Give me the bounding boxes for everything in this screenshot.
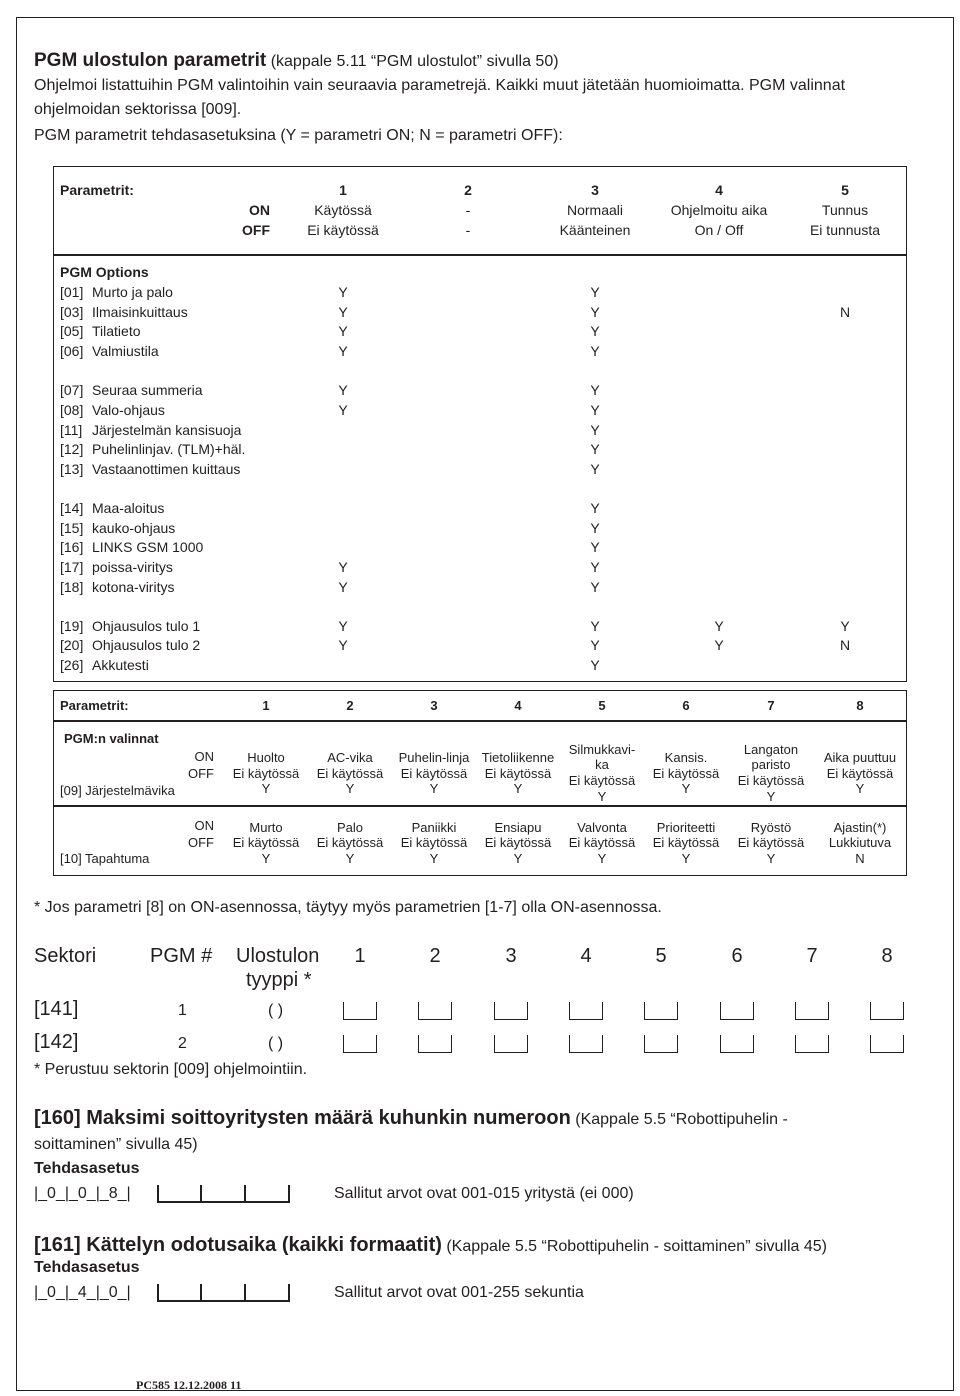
row009-option-off: Ei käytössä [737,773,805,788]
row-code: [18] [60,579,84,595]
row009-option-default: Y [855,781,865,796]
row009-option-off: Ei käytössä [652,766,720,781]
sector-bit-4-header: 4 [580,945,592,967]
row009-option-off: Ei käytössä [826,766,894,781]
intro-line3: ohjelmoidan sektorissa [009]. [34,101,242,118]
row-col1-value: Y [338,382,348,398]
row009-option-on: Aika puuttuu [823,750,897,765]
row009-option-default: Y [345,781,355,796]
row010-option-default: Y [681,851,691,866]
col-5-number: 5 [841,182,849,198]
row009-option-on: Tietoliikenne [481,750,555,765]
row009-option-off: Ei käytössä [484,766,552,781]
row-col1-value: Y [338,579,348,595]
sector-bit-6-header: 6 [731,945,743,967]
row-code: [08] [60,402,84,418]
sector-bit-entry-box[interactable] [494,1002,528,1020]
row-col3-value: Y [590,441,600,457]
sector-bit-entry-box[interactable] [418,1035,452,1053]
row010-option-on: Ryöstö [750,820,792,835]
sector-header-type1: Ulostulon [236,945,320,967]
row-code: [26] [60,657,84,673]
row-name: Puhelinlinjav. (TLM)+häl. [92,441,246,457]
row010-option-default: Y [429,851,439,866]
row009-option-on: Kansis. [664,750,708,765]
sector-pgm-number: 1 [178,1002,187,1019]
sector-output-type: ( ) [268,1002,284,1019]
row009-option-on-line1: Langaton [743,742,799,757]
row-name: Ilmaisinkuittaus [92,304,188,320]
page-title-ref: (kappale 5.11 “PGM ulostulot” sivulla 50) [270,53,559,70]
row010-option-on: Ensiapu [494,820,542,835]
table2-divider-2 [53,805,907,807]
table2-param-label: Parametrit: [60,698,129,713]
row010-option-default: Y [345,851,355,866]
s161-heading [34,1234,827,1257]
row-name: kotona-viritys [92,579,175,595]
row009-option-default: Y [597,789,607,804]
s160-default-label: Tehdasasetus [34,1160,140,1177]
row010-option-off: Lukkiutuva [828,835,892,850]
row-col1-value: Y [338,618,348,634]
row-col3-value: Y [590,618,600,634]
row-name: Valmiustila [92,343,159,359]
row-name: Ohjausulos tulo 1 [92,618,201,634]
sector-bit-entry-box[interactable] [569,1035,603,1053]
row-code: [15] [60,520,84,536]
pgm-options-title: PGM Options [60,264,149,280]
row009-option-off: Ei käytössä [232,766,300,781]
row-col3-value: Y [590,520,600,536]
row010-option-default: Y [597,851,607,866]
row009-option-on-line1: Silmukkavi- [568,742,636,757]
row-code: [01] [60,284,84,300]
row009-option-on-line2: ka [595,757,609,772]
s161-default-value: |_0_|_4_|_0_| [34,1284,131,1301]
row-col3-value: Y [590,284,600,300]
s160-default-value: |_0_|_0_|_8_| [34,1185,131,1202]
row-col3-value: Y [590,304,600,320]
intro-line2: Ohjelmoi listattuihin PGM valintoihin vain seuraavia parametrejä. Kaikki muut jätetään huomioimatta. PGM valinnat [34,77,846,94]
row-name: Akkutesti [92,657,149,673]
row010-label: [10] Tapahtuma [60,851,150,866]
s161-default-label: Tehdasasetus [34,1259,140,1276]
col-3-on-text: Normaali [566,202,624,218]
table2-col-5-number: 5 [598,698,606,713]
col-1-on-text: Käytössä [314,202,372,218]
row-code: [19] [60,618,84,634]
row-col1-value: Y [338,559,348,575]
table2-col-6-number: 6 [682,698,690,713]
table2-divider [53,720,907,722]
row-col4-value: Y [714,618,724,634]
row-col1-value: Y [338,402,348,418]
table1-off-label: OFF [242,222,270,238]
s161-title: [161] Kättelyn odotusaika (kaikki formaatit) [34,1234,442,1256]
row-col5-value: Y [840,618,850,634]
col-1-off-text: Ei käytössä [307,222,379,238]
row-col3-value: Y [590,382,600,398]
row-code: [13] [60,461,84,477]
table2-col-2-number: 2 [346,698,354,713]
row-col3-value: Y [590,637,600,653]
s160-heading [34,1107,788,1130]
sector-bit-entry-box[interactable] [870,1002,904,1020]
row-name: Valo-ohjaus [92,402,165,418]
row-col5-value: N [839,304,851,320]
row009-off-label: OFF [188,766,214,781]
row-name: LINKS GSM 1000 [92,539,204,555]
table-divider [53,254,907,256]
row-code: [07] [60,382,84,398]
col-4-on-text: Ohjelmoitu aika [670,202,768,218]
sector-bit-entry-box[interactable] [720,1035,754,1053]
row009-option-on: AC-vika [327,750,373,765]
row010-option-default: Y [261,851,271,866]
col-2-off-text: - [465,222,471,238]
sector-bit-entry-box[interactable] [644,1035,678,1053]
sector-bit-entry-box[interactable] [795,1035,829,1053]
sector-bit-8-header: 8 [881,945,893,967]
row-code: [12] [60,441,84,457]
pgm-valinnat-label: PGM:n valinnat [64,731,159,746]
table2-col-3-number: 3 [430,698,438,713]
row009-option-off: Ei käytössä [316,766,384,781]
row010-option-off: Ei käytössä [652,835,720,850]
sector-bit-entry-box[interactable] [644,1002,678,1020]
table2-col-4-number: 4 [514,698,522,713]
row009-option-off: Ei käytössä [400,766,468,781]
row-code: [03] [60,304,84,320]
row009-option-default: Y [513,781,523,796]
col-4-off-text: On / Off [694,222,744,238]
row-col3-value: Y [590,579,600,595]
row010-option-on: Ajastin(*) [833,820,887,835]
sector-number: [141] [34,998,79,1020]
row-col1-value: Y [338,284,348,300]
s160-title: [160] Maksimi soittoyritysten määrä kuhunkin numeroon [34,1107,571,1129]
row-code: [20] [60,637,84,653]
row009-option-on-line2: paristo [751,757,791,772]
col-5-off-text: Ei tunnusta [809,222,881,238]
row009-option-default: Y [429,781,439,796]
row-name: Järjestelmän kansisuoja [92,422,242,438]
row-code: [17] [60,559,84,575]
sector-header-pgm: PGM # [150,945,213,967]
row-col1-value: Y [338,343,348,359]
row010-option-off: Ei käytössä [484,835,552,850]
row-col3-value: Y [590,559,600,575]
col-1-number: 1 [339,182,347,198]
sector-header-type2: tyyppi * [246,969,312,991]
sector-bit-2-header: 2 [429,945,441,967]
table2-col-1-number: 1 [262,698,270,713]
row-col3-value: Y [590,323,600,339]
row010-option-on: Palo [336,820,364,835]
row009-option-on: Huolto [247,750,285,765]
sector-bit-entry-box[interactable] [795,1002,829,1020]
row-code: [05] [60,323,84,339]
table2-col-7-number: 7 [767,698,775,713]
col-4-number: 4 [715,182,723,198]
s161-entry-boxes[interactable] [157,1284,290,1302]
row010-on-label: ON [194,818,214,833]
row-col4-value: Y [714,637,724,653]
row-col3-value: Y [590,461,600,477]
row009-on-label: ON [194,749,214,764]
s160-ref: (Kappale 5.5 “Robottipuhelin - [575,1111,788,1128]
page-footer: PC585 12.12.2008 11 [136,1378,242,1392]
row010-option-off: Ei käytössä [316,835,384,850]
row-col3-value: Y [590,539,600,555]
row009-option-default: Y [766,789,776,804]
col-2-on-text: - [465,202,471,218]
sector-bit-entry-box[interactable] [720,1002,754,1020]
row-col3-value: Y [590,500,600,516]
row-code: [14] [60,500,84,516]
sector-pgm-number: 2 [178,1035,187,1052]
row010-option-on: Paniikki [411,820,457,835]
sector-bit-7-header: 7 [806,945,818,967]
s160-allowed: Sallitut arvot ovat 001-015 yritystä (ei 000) [334,1185,634,1202]
footnote-parameter-8: * Jos parametri [8] on ON-asennossa, täytyy myös parametrien [1-7] olla ON-asennossa. [34,899,662,916]
sector-bit-entry-box[interactable] [343,1035,377,1053]
row-name: Maa-aloitus [92,500,165,516]
row009-option-default: Y [681,781,691,796]
row010-option-default: Y [766,851,776,866]
row009-option-off: Ei käytössä [568,773,636,788]
row-col1-value: Y [338,304,348,320]
table1-param-label: Parametrit: [60,182,134,198]
row-name: Tilatieto [92,323,141,339]
row-name: Vastaanottimen kuittaus [92,461,241,477]
col-2-number: 2 [464,182,472,198]
sector-bit-entry-box[interactable] [569,1002,603,1020]
row009-option-on: Puhelin-linja [398,750,470,765]
col-3-number: 3 [591,182,599,198]
row-name: kauko-ohjaus [92,520,176,536]
intro-line4: PGM parametrit tehdasasetuksina (Y = parametri ON; N = parametri OFF): [34,127,563,144]
row009-label: [09] Järjestelmävika [60,783,175,798]
sector-bit-3-header: 3 [505,945,517,967]
s160-entry-boxes[interactable] [157,1185,290,1203]
row-name: Ohjausulos tulo 2 [92,637,201,653]
row-col3-value: Y [590,402,600,418]
row010-option-on: Murto [249,820,283,835]
row010-option-on: Prioriteetti [656,820,716,835]
sector-note: * Perustuu sektorin [009] ohjelmointiin. [34,1061,308,1078]
row-name: poissa-viritys [92,559,173,575]
col-3-off-text: Käänteinen [559,222,631,238]
row-col3-value: Y [590,343,600,359]
s160-ref2: soittaminen” sivulla 45) [34,1136,198,1153]
row009-option-default: Y [261,781,271,796]
table1-on-label: ON [249,202,270,218]
sector-bit-5-header: 5 [655,945,667,967]
row-col3-value: Y [590,422,600,438]
sector-header-sektori: Sektori [34,945,97,967]
s161-allowed: Sallitut arvot ovat 001-255 sekuntia [334,1284,584,1301]
page-title: PGM ulostulon parametrit [34,50,267,71]
row-code: [16] [60,539,84,555]
sector-bit-1-header: 1 [354,945,366,967]
row010-option-default: N [855,851,865,866]
sector-output-type: ( ) [268,1035,284,1052]
row010-option-default: Y [513,851,523,866]
row-col1-value: Y [338,323,348,339]
col-5-on-text: Tunnus [821,202,869,218]
row010-option-on: Valvonta [577,820,627,835]
sector-bit-entry-box[interactable] [343,1002,377,1020]
row-col5-value: N [839,637,851,653]
table2-col-8-number: 8 [856,698,864,713]
sector-bit-entry-box[interactable] [418,1002,452,1020]
sector-bit-entry-box[interactable] [870,1035,904,1053]
row010-option-off: Ei käytössä [400,835,468,850]
sector-bit-entry-box[interactable] [494,1035,528,1053]
s161-ref: (Kappale 5.5 “Robottipuhelin - soittaminen” sivulla 45) [446,1238,827,1255]
row-col1-value: Y [338,637,348,653]
row010-off-label: OFF [188,835,214,850]
row010-option-off: Ei käytössä [232,835,300,850]
row-name: Seuraa summeria [92,382,203,398]
row-name: Murto ja palo [92,284,173,300]
row010-option-off: Ei käytössä [568,835,636,850]
row-code: [06] [60,343,84,359]
row010-option-off: Ei käytössä [737,835,805,850]
heading-line1 [34,50,559,72]
row-col3-value: Y [590,657,600,673]
sector-number: [142] [34,1031,79,1053]
row-code: [11] [60,422,83,438]
